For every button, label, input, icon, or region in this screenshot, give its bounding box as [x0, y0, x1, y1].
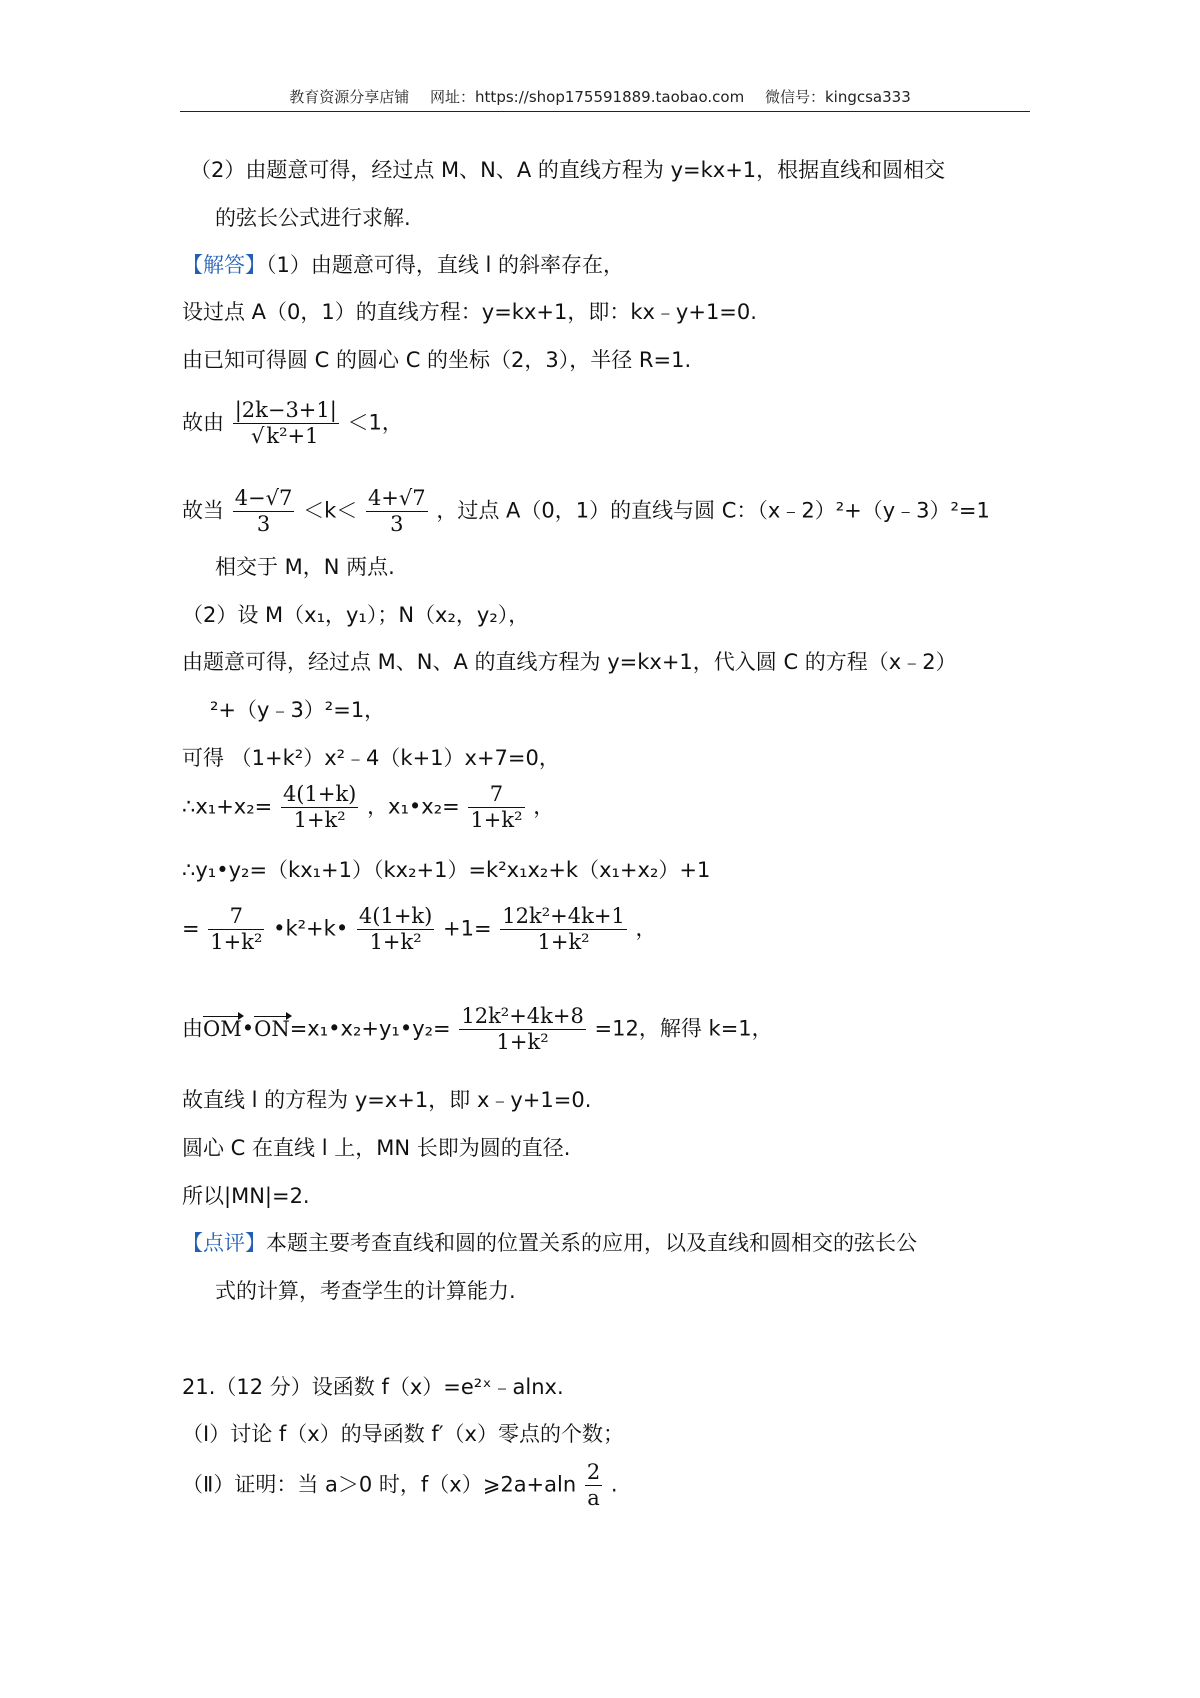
vector-on: ON	[254, 1016, 290, 1041]
page-header	[0, 86, 1200, 107]
term-fraction-2	[357, 904, 434, 955]
text-fragment: 由	[182, 1016, 203, 1041]
solution-line-14	[182, 1004, 773, 1055]
text-fragment: ，x₁•x₂=	[367, 794, 460, 819]
dot-operator: •	[241, 1016, 255, 1041]
log-argument-fraction	[585, 1460, 602, 1511]
text-fragment: .	[610, 1472, 618, 1497]
fraction-denominator: 1+k²	[470, 808, 523, 833]
fraction-denominator: 1+k²	[537, 930, 590, 955]
solution-line-15: 故直线 l 的方程为 y=x+1，即 x﹣y+1=0.	[182, 1088, 592, 1112]
solution-line-11	[182, 782, 554, 833]
text-fragment: ，	[533, 794, 555, 819]
solution-line-4	[182, 398, 403, 449]
header-rule	[180, 111, 1030, 112]
distance-fraction	[233, 398, 339, 449]
text-fragment: +1=	[443, 916, 492, 941]
fraction-numerator: 12k²+4k+1	[500, 904, 627, 930]
radicand: k²+1	[266, 424, 319, 449]
solution-line-17: 所以|MN|=2.	[182, 1184, 310, 1208]
fraction-numerator: 4−√7	[233, 486, 295, 512]
term-fraction-1	[208, 904, 264, 955]
fraction-denominator: 1+k²	[293, 808, 346, 833]
text-fragment: =x₁•x₂+y₁•y₂=	[289, 1016, 451, 1041]
solution-line-6: 相交于 M，N 两点.	[215, 555, 395, 579]
text-fragment: 故当	[182, 498, 224, 523]
solution-line-9: ²+（y﹣3）²=1，	[210, 698, 386, 722]
fraction-denominator: 1+k²	[210, 930, 263, 955]
fraction-numerator: |2k−3+1|	[233, 398, 339, 424]
fraction-numerator: 7	[468, 782, 524, 808]
problem-21-stem: 21.（12 分）设函数 f（x）=e²ˣ﹣alnx.	[182, 1375, 564, 1399]
solution-line-10: 可得 （1+k²）x²﹣4（k+1）x+7=0，	[182, 746, 560, 770]
solution-line-13	[182, 904, 656, 955]
fraction-denominator	[233, 424, 339, 449]
dot-product-fraction	[459, 1004, 586, 1055]
solution-line-2: 设过点 A（0，1）的直线方程：y=kx+1，即：kx﹣y+1=0.	[182, 300, 757, 324]
solution-line-1	[182, 255, 624, 276]
vector-om: OM	[203, 1016, 242, 1041]
fraction-numerator: 2	[585, 1460, 602, 1486]
solution-p1: （1）由题意可得，直线 l 的斜率存在，	[266, 253, 625, 277]
fraction-denominator: 1+k²	[496, 1030, 549, 1055]
text-fragment: ＜k＜	[303, 498, 358, 523]
comment-line-2: 式的计算，考查学生的计算能力.	[215, 1279, 516, 1303]
fraction-numerator: 4(1+k)	[357, 904, 434, 930]
comment-text: 本题主要考查直线和圆的位置关系的应用，以及直线和圆相交的弦长公	[266, 1231, 917, 1255]
comment-tag: 【点评】	[182, 1231, 266, 1255]
fraction-numerator: 4+√7	[366, 486, 428, 512]
product-fraction	[468, 782, 524, 833]
problem-21-part-2	[182, 1460, 618, 1511]
solution-line-12: ∴y₁•y₂=（kx₁+1）（kx₂+1）=k²x₁x₂+k（x₁+x₂）+1	[182, 858, 711, 882]
sum-fraction	[281, 782, 358, 833]
solution-line-5	[182, 486, 990, 537]
solution-line-8: 由题意可得，经过点 M、N、A 的直线方程为 y=kx+1，代入圆 C 的方程（x﹣2）	[182, 650, 957, 674]
solution-line-3: 由已知可得圆 C 的圆心 C 的坐标（2，3），半径 R=1.	[182, 348, 692, 372]
problem-21-part-1: （Ⅰ）讨论 f（x）的导函数 f′（x）零点的个数；	[182, 1422, 624, 1446]
text-fragment: =	[182, 916, 200, 941]
text-fragment: ＜1，	[347, 410, 403, 435]
text-fragment: ，	[635, 916, 657, 941]
analysis-line-1: （2）由题意可得，经过点 M、N、A 的直线方程为 y=kx+1，根据直线和圆相交	[190, 158, 946, 182]
text-fragment: =12，解得 k=1，	[594, 1016, 773, 1041]
lower-bound-fraction	[233, 486, 295, 537]
fraction-denominator: 3	[256, 512, 271, 537]
fraction-numerator: 4(1+k)	[281, 782, 358, 808]
text-fragment: 故由	[182, 410, 224, 435]
sqrt-sign: √k²+1	[251, 424, 319, 449]
fraction-denominator: 3	[390, 512, 404, 537]
text-fragment: •k²+k•	[273, 916, 349, 941]
header-shop: 教育资源分享店铺	[289, 88, 410, 106]
text-fragment: ∴x₁+x₂=	[182, 794, 273, 819]
text-fragment: ，过点 A（0，1）的直线与圆 C：（x﹣2）²+（y﹣3）²=1	[436, 498, 990, 523]
fraction-numerator: 7	[208, 904, 264, 930]
header-wechat: 微信号：kingcsa333	[764, 88, 911, 106]
solution-tag: 【解答】	[182, 253, 266, 277]
header-site: 网址：https://shop175591889.taobao.com	[430, 88, 745, 106]
term-fraction-3	[500, 904, 627, 955]
upper-bound-fraction	[366, 486, 428, 537]
comment-line-1	[182, 1233, 917, 1254]
solution-line-7: （2）设 M（x₁，y₁）；N（x₂，y₂），	[182, 603, 530, 627]
solution-line-16: 圆心 C 在直线 l 上，MN 长即为圆的直径.	[182, 1136, 571, 1160]
fraction-denominator: 1+k²	[369, 930, 422, 955]
analysis-line-2: 的弦长公式进行求解.	[215, 206, 411, 230]
fraction-numerator: 12k²+4k+8	[459, 1004, 586, 1030]
fraction-denominator: a	[587, 1486, 600, 1511]
text-fragment: （Ⅱ）证明：当 a＞0 时，f（x）⩾2a+aln	[182, 1472, 577, 1497]
